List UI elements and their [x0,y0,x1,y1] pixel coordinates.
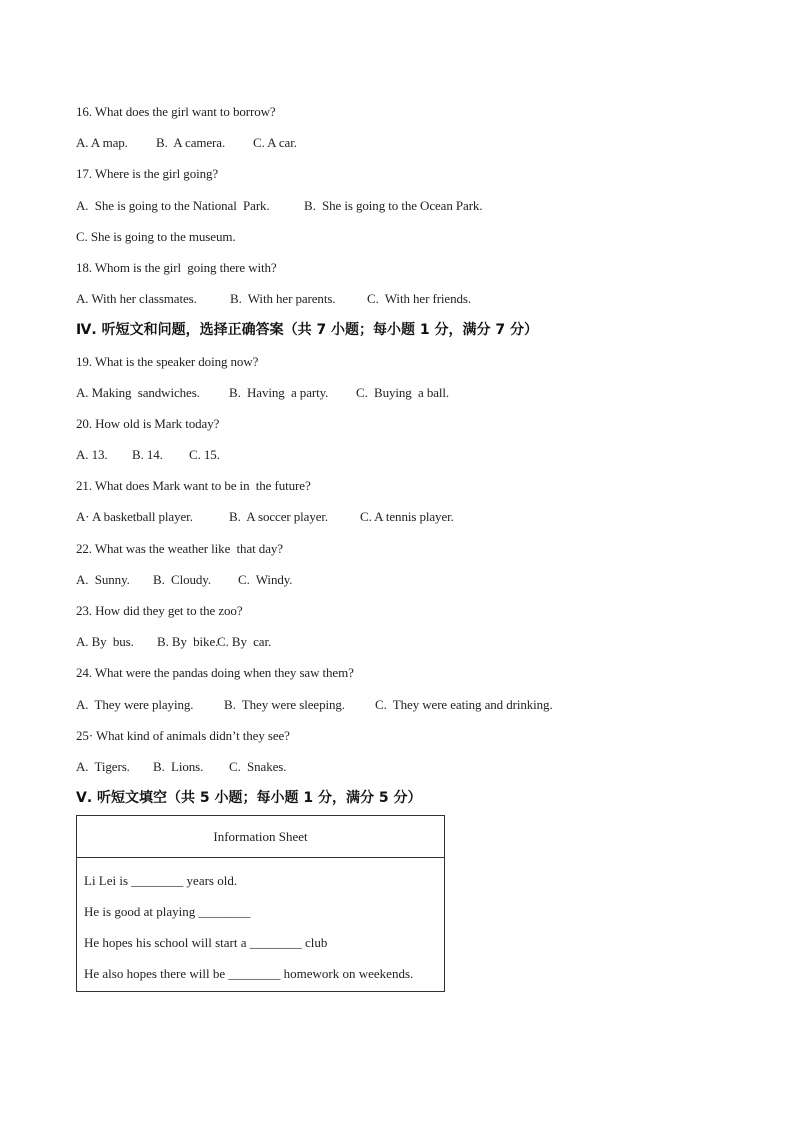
options-23 [76,632,736,663]
section-5-title: Ⅴ. 听短文填空（共 5 小题；每小题 1 分，满分 5 分） [76,790,422,807]
option-c: C. Snakes. [229,758,287,774]
option-c: C. A tennis player. [360,509,454,525]
option-a: A. They were playing. [76,696,194,712]
options-21 [76,507,736,538]
option-a: A. A map. [76,135,128,151]
option-c: C. By car. [217,634,272,650]
question-20: 20. How old is Mark today? [76,415,220,431]
option-b: B. Lions. [153,758,204,774]
option-b: B. She is going to the Ocean Park. [304,197,483,213]
option-a: A. Making sandwiches. [76,384,200,400]
question-17: 17. Where is the girl going? [76,166,219,182]
option-c: C. Buying a ball. [356,384,450,400]
option-a: A. Sunny. [76,571,130,587]
options-19 [76,383,736,414]
blank-line-2: He is good at playing ________ [84,904,251,919]
options-16 [76,133,736,164]
option-b: B. By bike. [157,634,219,650]
option-b: B. With her parents. [230,291,336,307]
option-b: B. They were sleeping. [224,696,345,712]
option-c: C. A car. [253,135,297,151]
blank-line-1: Li Lei is ________ years old. [84,873,238,888]
option-b: B. Cloudy. [153,571,212,587]
options-18 [76,289,736,320]
option-a: A. She is going to the National Park. [76,197,270,213]
option-17-c: C. She is going to the museum. [76,228,236,244]
question-21: 21. What does Mark want to be in the future? [76,478,311,494]
option-a: A. Tigers. [76,758,130,774]
question-16: 16. What does the girl want to borrow? [76,104,276,119]
question-22: 22. What was the weather like that day? [76,540,283,556]
question-23: 23. How did they get to the zoo? [76,603,243,618]
options-24 [76,695,736,726]
blank-line-4: He also hopes there will be ________ homework on weekends. [84,966,414,981]
question-25: 25· What kind of animals didn’t they see? [76,727,290,743]
information-sheet-body [77,858,444,996]
options-22 [76,570,736,601]
question-24: 24. What were the pandas doing when they saw them? [76,665,354,681]
options-25 [76,757,736,788]
option-a: A. By bus. [76,634,134,650]
option-a: A. With her classmates. [76,291,197,307]
question-19: 19. What is the speaker doing now? [76,353,259,369]
option-b: B. A soccer player. [229,509,329,525]
section-4-title: Ⅳ. 听短文和问题，选择正确答案（共 7 小题；每小题 1 分，满分 7 分） [76,322,539,339]
option-b: B. Having a party. [229,384,329,400]
option-c: C. They were eating and drinking. [375,696,553,712]
information-sheet-title: Information Sheet [77,816,444,858]
options-17 [76,196,736,227]
option-c: C. Windy. [238,571,293,587]
option-c: C. 15. [189,447,220,463]
question-18: 18. Whom is the girl going there with? [76,259,277,275]
information-sheet-table [76,815,445,992]
option-b: B. 14. [132,447,163,463]
blank-line-3: He hopes his school will start a ________ club [84,935,328,950]
option-c: C. With her friends. [367,291,472,307]
option-a: A. 13. [76,447,108,463]
question-sheet [76,102,736,819]
option-a: A· A basketball player. [76,509,193,525]
option-b: B. A camera. [156,135,226,151]
options-20 [76,445,736,476]
